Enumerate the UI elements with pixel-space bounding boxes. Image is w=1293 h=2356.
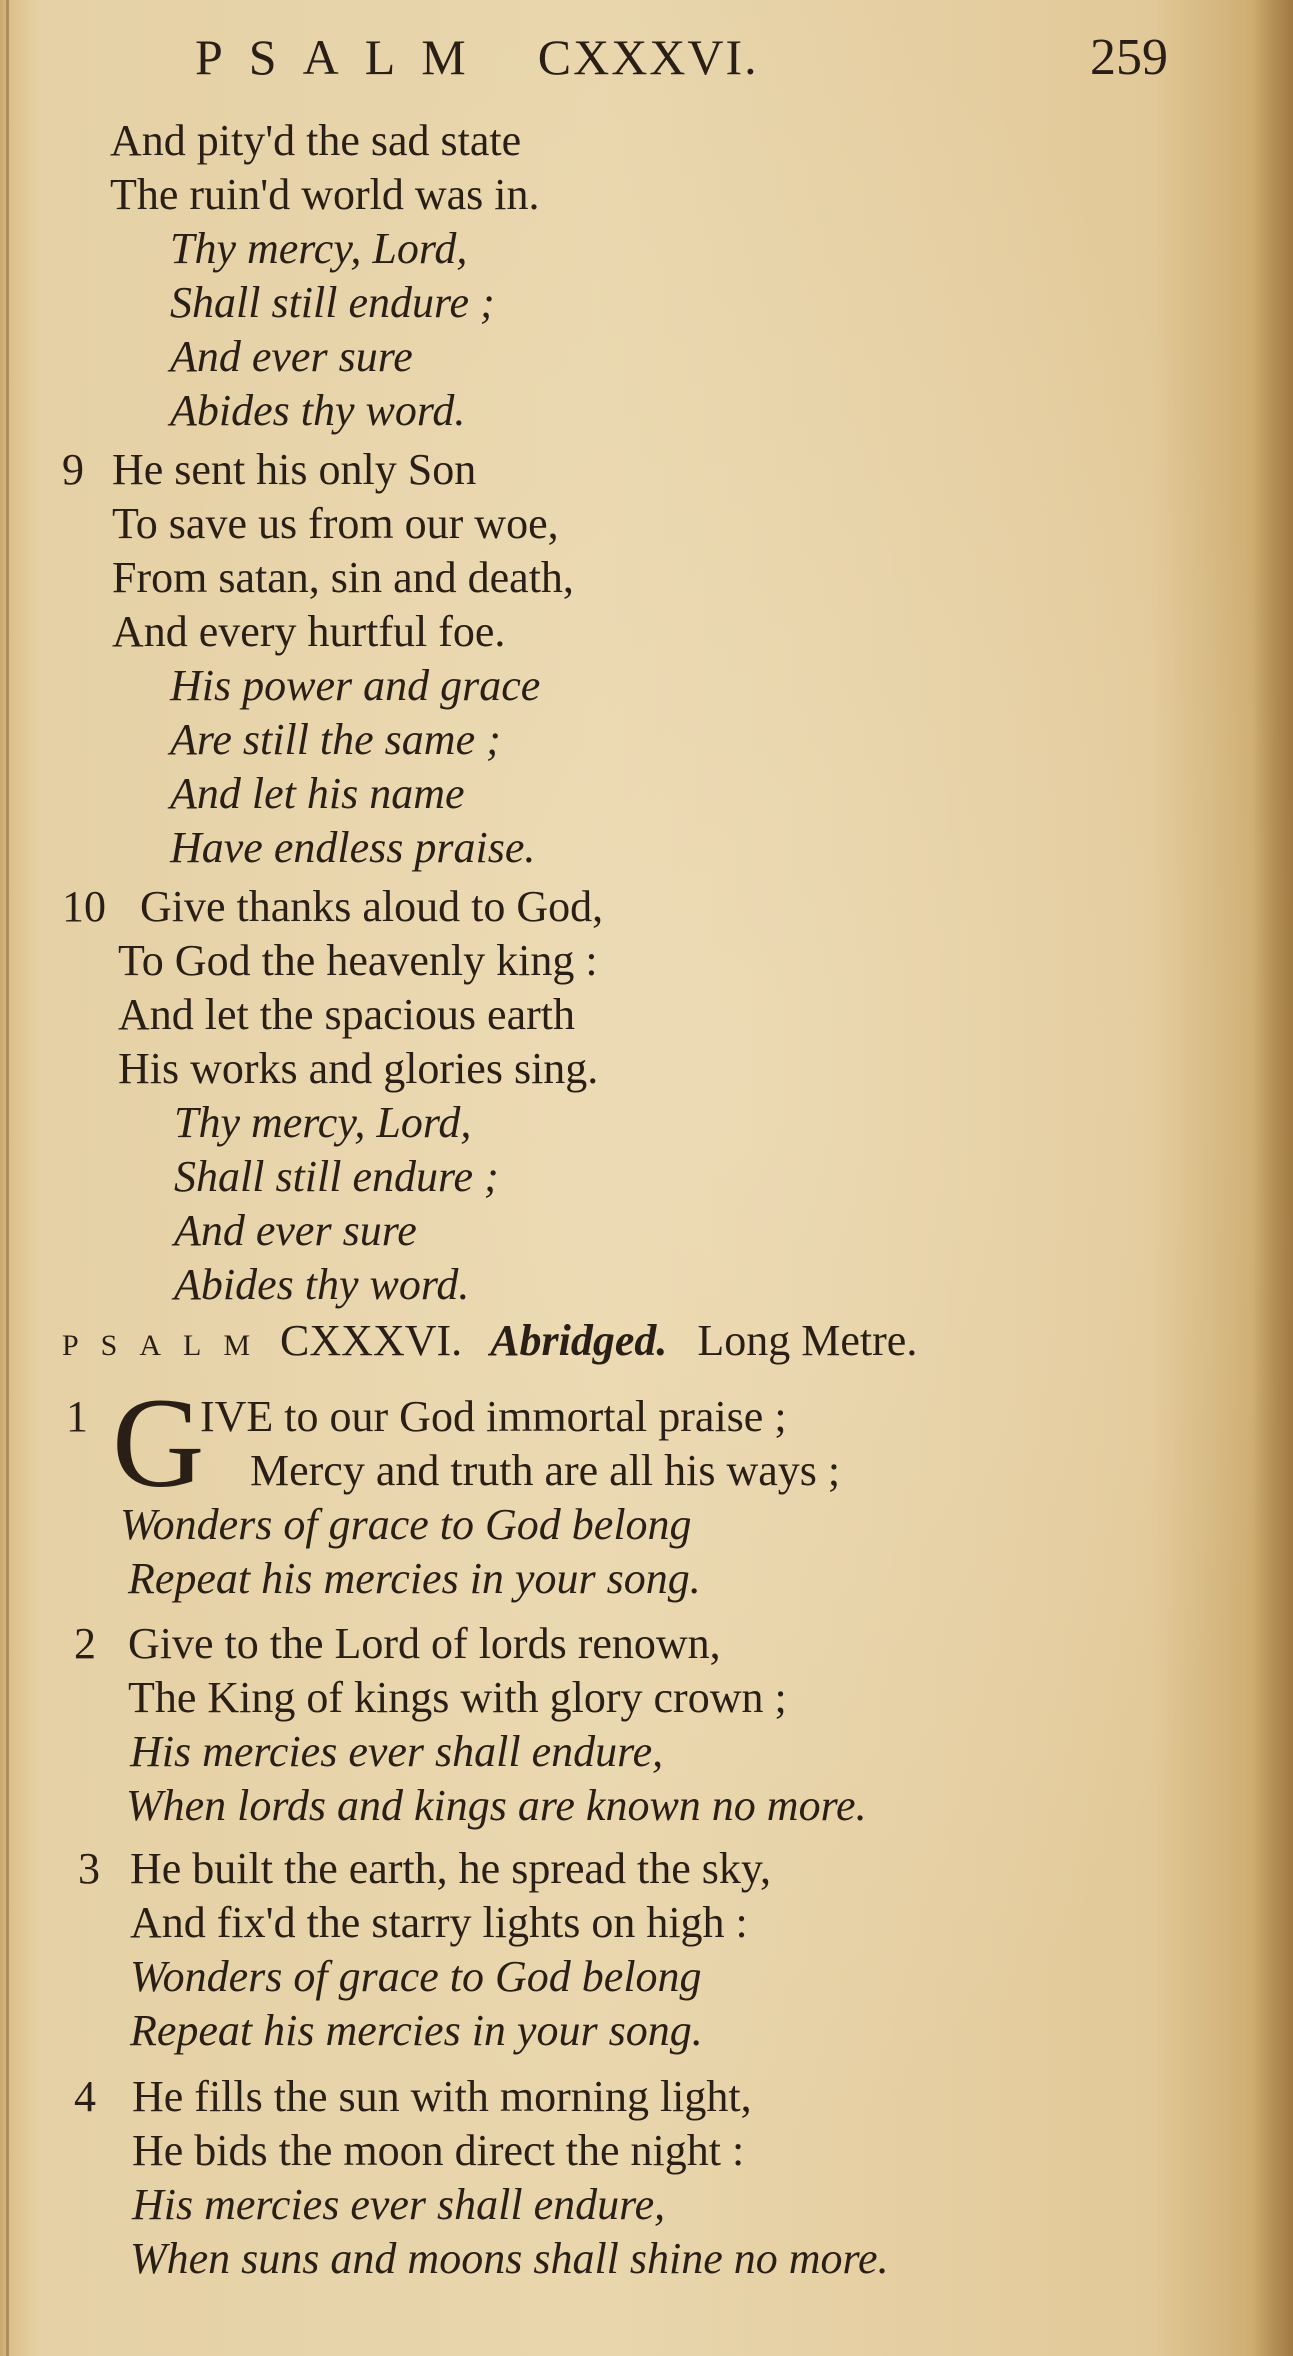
verse-line: Mercy and truth are all his ways ; — [250, 1446, 841, 1495]
refrain-line: Shall still endure ; — [174, 1152, 499, 1201]
drop-cap: G — [112, 1372, 205, 1514]
refrain-line: Wonders of grace to God belong — [130, 1952, 702, 2001]
verse-line: To God the heavenly king : — [118, 936, 598, 985]
verse-line: And fix'd the starry lights on high : — [130, 1898, 748, 1947]
refrain-line: Are still the same ; — [170, 715, 501, 764]
refrain-line: And ever sure — [170, 332, 413, 381]
section-heading — [62, 1313, 917, 1374]
verse-line: Give thanks aloud to God, — [140, 882, 604, 931]
refrain-line: Thy mercy, Lord, — [170, 224, 468, 273]
verse-line: And pity'd the sad state — [110, 116, 522, 165]
verse-line: The ruin'd world was in. — [110, 170, 540, 219]
verse-line: And every hurtful foe. — [112, 607, 506, 656]
verse-line: And let the spacious earth — [118, 990, 575, 1039]
heading-psalm-word: PSALM — [62, 1329, 273, 1362]
refrain-line: His mercies ever shall endure, — [130, 1727, 664, 1776]
heading-metre: Long Metre. — [697, 1316, 918, 1365]
refrain-line: And ever sure — [174, 1206, 417, 1255]
refrain-line: Repeat his mercies in your song. — [130, 2006, 703, 2055]
verse-number: 1 — [66, 1392, 88, 1441]
heading-qualifier: Abridged. — [490, 1316, 668, 1365]
refrain-line: Shall still endure ; — [170, 278, 495, 327]
stanza-number: 9 — [62, 445, 84, 494]
verse-line: To save us from our woe, — [112, 499, 559, 548]
verse-line: From satan, sin and death, — [112, 553, 574, 602]
heading-numeral: CXXXVI. — [280, 1316, 463, 1365]
verse-line: His works and glories sing. — [118, 1044, 599, 1093]
verse-line: Give to the Lord of lords renown, — [128, 1619, 721, 1668]
refrain-line: Thy mercy, Lord, — [174, 1098, 472, 1147]
verse-line: He built the earth, he spread the sky, — [130, 1844, 772, 1893]
running-header — [195, 28, 759, 86]
page-edge-shadow — [1253, 0, 1293, 2356]
refrain-line: When lords and kings are known no more. — [126, 1781, 867, 1830]
verse-line: He bids the moon direct the night : — [132, 2126, 745, 2175]
refrain-line: His mercies ever shall endure, — [132, 2180, 666, 2229]
binding-edge — [6, 0, 9, 2356]
verse-line: The King of kings with glory crown ; — [128, 1673, 787, 1722]
verse-line: He fills the sun with morning light, — [132, 2072, 752, 2121]
refrain-line: His power and grace — [170, 661, 541, 710]
refrain-line: Have endless praise. — [170, 823, 536, 872]
verse-line: IVE to our God immortal praise ; — [200, 1392, 787, 1441]
refrain-line: Repeat his mercies in your song. — [128, 1554, 701, 1603]
page-number: 259 — [1090, 29, 1168, 86]
header-numeral: CXXXVI. — [537, 29, 759, 85]
refrain-line: And let his name — [170, 769, 465, 818]
verse-number: 3 — [78, 1844, 100, 1893]
stanza-number: 10 — [62, 882, 106, 931]
verse-number: 4 — [74, 2072, 96, 2121]
header-psalm-word: PSALM — [195, 29, 492, 85]
refrain-line: When suns and moons shall shine no more. — [130, 2234, 889, 2283]
refrain-line: Wonders of grace to God belong — [120, 1500, 692, 1549]
refrain-line: Abides thy word. — [174, 1260, 470, 1309]
refrain-line: Abides thy word. — [170, 386, 466, 435]
verse-line: He sent his only Son — [112, 445, 477, 494]
verse-number: 2 — [74, 1619, 96, 1668]
